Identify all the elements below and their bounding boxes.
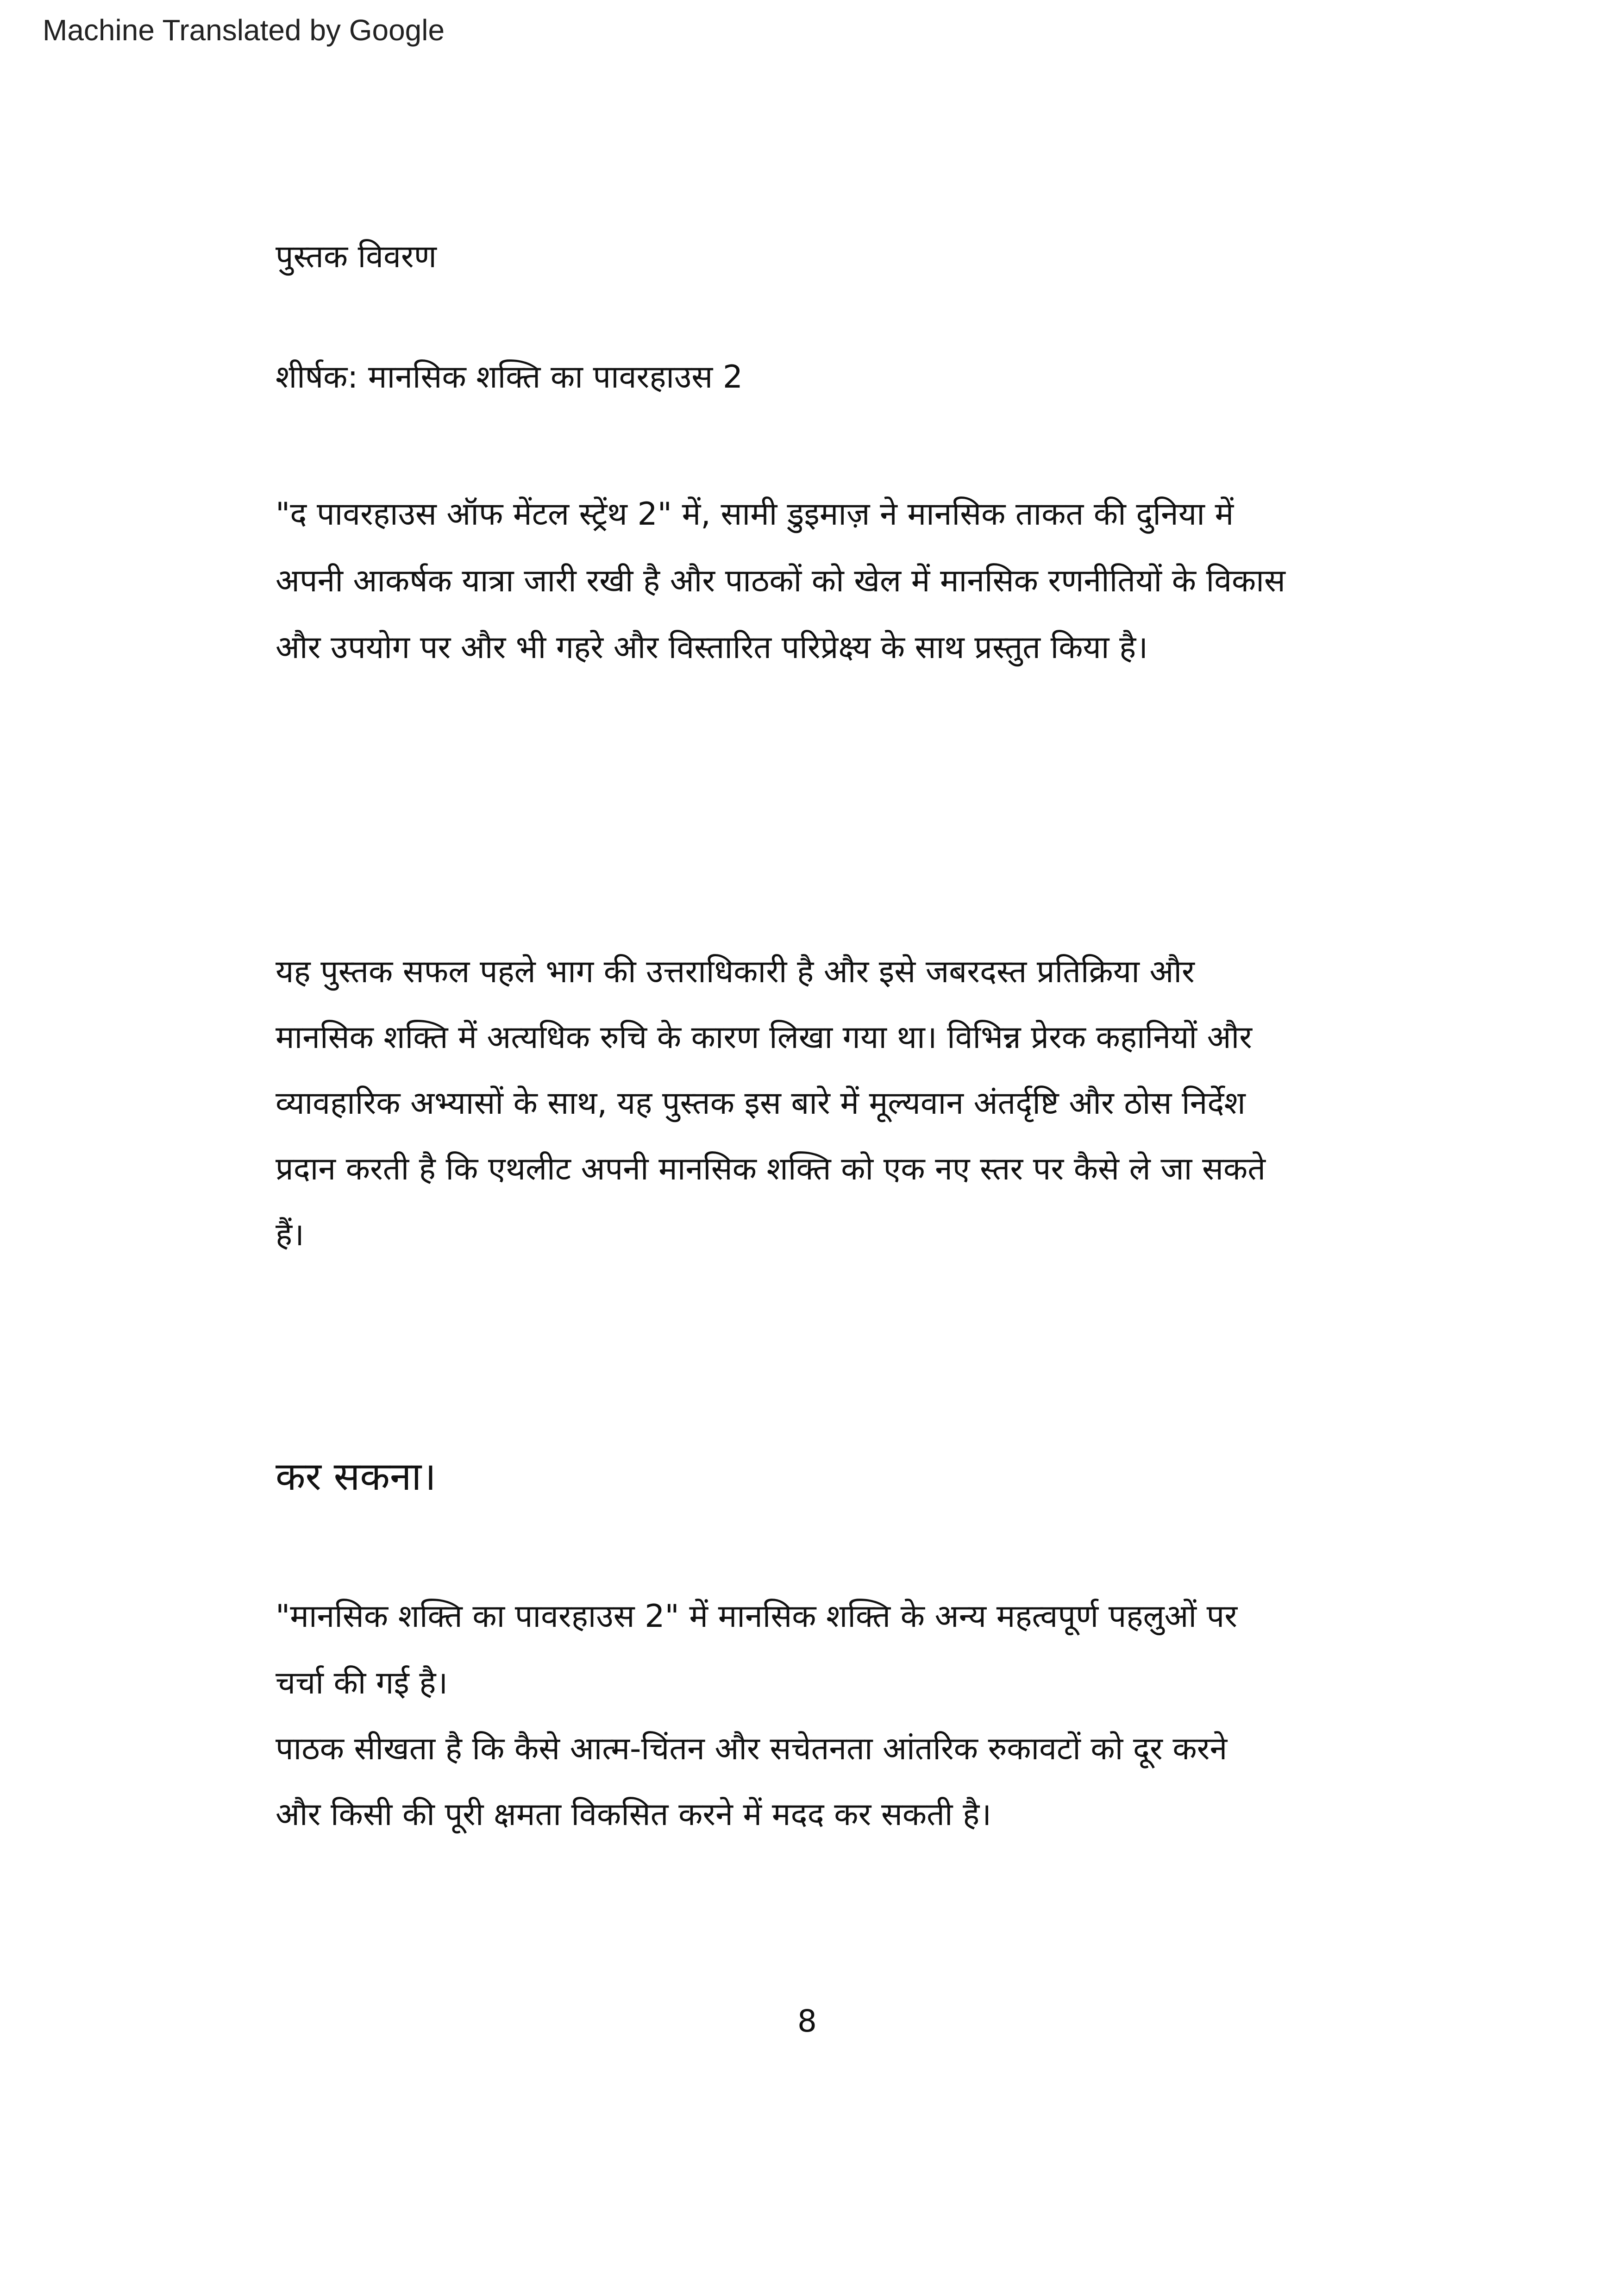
paragraph-line: मानसिक शक्ति में अत्यधिक रुचि के कारण लिखा गया था। विभिन्न प्रेरक कहानियों और bbox=[276, 1019, 1252, 1056]
paragraph-line: चर्चा की गई है। bbox=[276, 1665, 448, 1701]
page-number: 8 bbox=[797, 2003, 817, 2039]
paragraph-line: "द पावरहाउस ऑफ मेंटल स्ट्रेंथ 2" में, सामी डुइमाज़ ने मानसिक ताकत की दुनिया में bbox=[276, 496, 1234, 533]
paragraph-line: और किसी की पूरी क्षमता विकसित करने में मदद कर सकती है। bbox=[276, 1796, 992, 1833]
book-title-line: शीर्षक: मानसिक शक्ति का पावरहाउस 2 bbox=[276, 359, 743, 395]
paragraph-line: "मानसिक शक्ति का पावरहाउस 2" में मानसिक शक्ति के अन्य महत्वपूर्ण पहलुओं पर bbox=[276, 1598, 1238, 1635]
paragraph-line: और उपयोग पर और भी गहरे और विस्तारित परिप्रेक्ष्य के साथ प्रस्तुत किया है। bbox=[276, 629, 1148, 666]
machine-translation-banner: Machine Translated by Google bbox=[43, 13, 445, 47]
paragraph-line: यह पुस्तक सफल पहले भाग की उत्तराधिकारी है और इसे जबरदस्त प्रतिक्रिया और bbox=[276, 954, 1195, 990]
fragment-heading: कर सकना। bbox=[276, 1454, 437, 1499]
paragraph-line: हैं। bbox=[276, 1217, 304, 1253]
paragraph-line: पाठक सीखता है कि कैसे आत्म-चिंतन और सचेतनता आंतरिक रुकावटों को दूर करने bbox=[276, 1731, 1228, 1767]
paragraph-line: व्यावहारिक अभ्यासों के साथ, यह पुस्तक इस बारे में मूल्यवान अंतर्दृष्टि और ठोस निर्देश bbox=[276, 1085, 1246, 1122]
section-heading: पुस्तक विवरण bbox=[276, 238, 437, 275]
paragraph-line: अपनी आकर्षक यात्रा जारी रखी है और पाठकों को खेल में मानसिक रणनीतियों के विकास bbox=[276, 563, 1285, 599]
paragraph-line: प्रदान करती है कि एथलीट अपनी मानसिक शक्ति को एक नए स्तर पर कैसे ले जा सकते bbox=[276, 1151, 1266, 1187]
